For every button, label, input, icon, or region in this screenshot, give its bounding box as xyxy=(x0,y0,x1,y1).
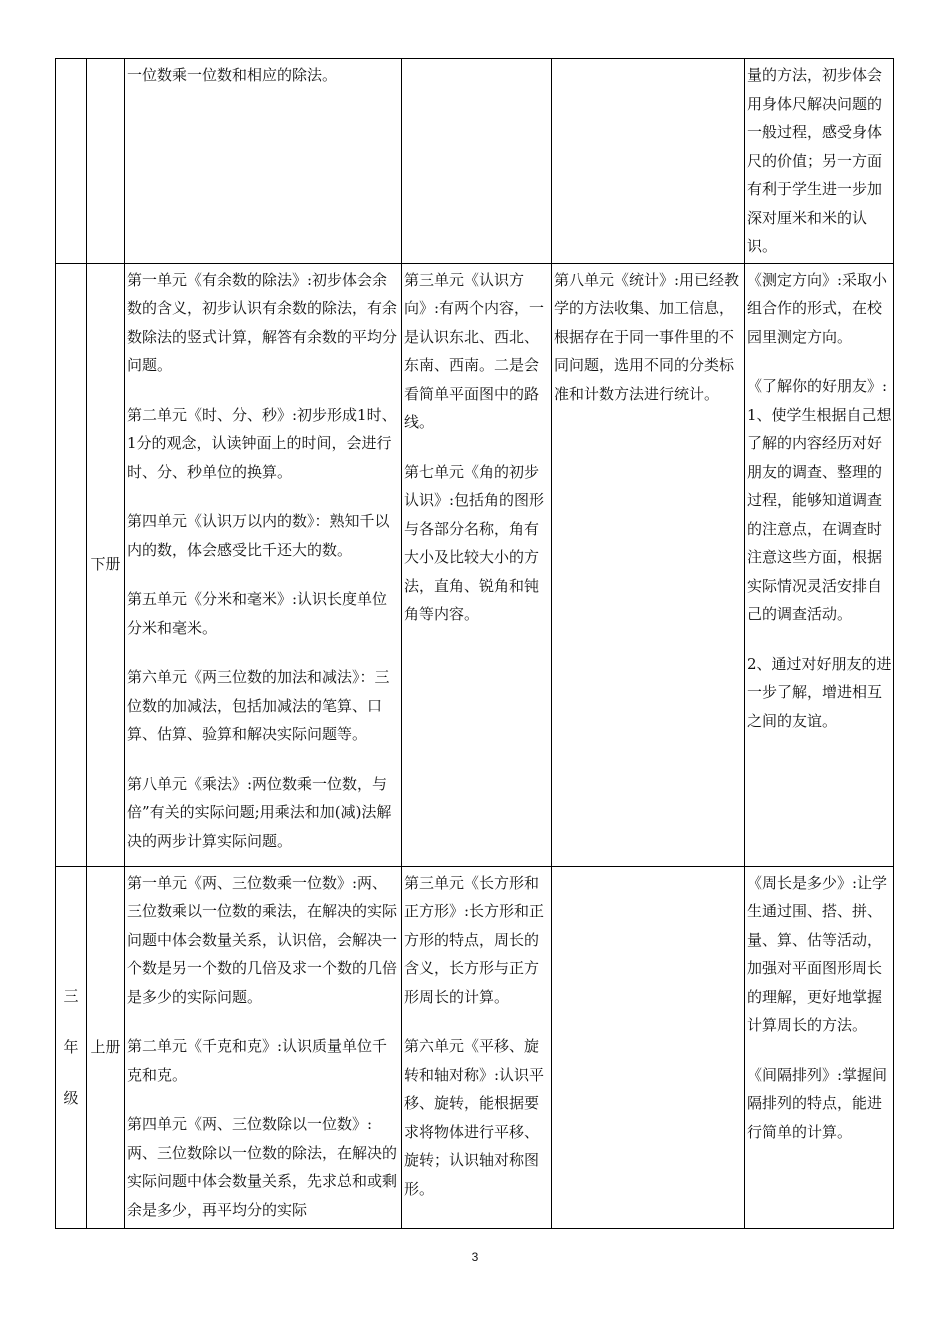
unit-text: 一位数乘一位数和相应的除法。 xyxy=(127,66,338,84)
unit-text: 第四单元《两、三位数除以一位数》:两、三位数除以一位数的除法，在解决的实际问题中体会数量关系，先求总和或剩余是多少，再平均分的实际 xyxy=(127,1115,398,1219)
grade-cell xyxy=(56,866,87,1228)
activity-text: 《间隔排列》:掌握间隔排列的特点，能进行简单的计算。 xyxy=(747,1065,888,1141)
table-row xyxy=(56,59,894,264)
grade-char: 年 xyxy=(63,1037,79,1056)
unit-text: 第五单元《分米和毫米》:认识长度单位分米和毫米。 xyxy=(127,590,388,637)
unit-text: 第八单元《统计》:用已经教学的方法收集、加工信息，根据存在于同一事件里的不同问题，选用不同的分类标准和计数方法进行统计。 xyxy=(554,270,740,403)
unit-text: 第四单元《认识万以内的数》：熟知千以内的数，体会感受比千还大的数。 xyxy=(127,512,390,559)
unit-text: 第六单元《两三位数的加法和减法》：三位数的加减法，包括加减法的笔算、口算、估算、验算和解决实际问题等。 xyxy=(127,668,390,743)
page-number: 3 xyxy=(471,1250,479,1264)
unit-text: 第二单元《时、分、秒》:初步形成1时、1分的观念，认读钟面上的时间，会进行时、分、秒单位的换算。 xyxy=(127,405,397,481)
volume-cell xyxy=(87,59,125,264)
geometry-cell xyxy=(402,263,552,866)
volume-cell: 上册 xyxy=(87,866,125,1228)
activity-text: 《测定方向》:采取小组合作的形式，在校园里测定方向。 xyxy=(747,270,888,346)
grade-char: 级 xyxy=(63,1088,79,1107)
unit-text: 第八单元《乘法》:两位数乘一位数，与倍”有关的实际问题;用乘法和加(减)法解决的两步计算实际问题。 xyxy=(127,774,392,850)
numbers-cell xyxy=(125,59,402,264)
curriculum-table xyxy=(55,58,894,1229)
unit-text: 第七单元《角的初步认识》:包括角的图形与各部分名称，角有大小及比较大小的方法，直角、锐角和钝角等内容。 xyxy=(404,462,545,623)
unit-text: 第三单元《长方形和正方形》:长方形和正方形的特点，周长的含义，长方形与正方形周长的计算。 xyxy=(404,873,545,1006)
geometry-cell xyxy=(402,866,552,1228)
grade-char: 三 xyxy=(63,986,79,1005)
statistics-cell xyxy=(552,59,745,264)
unit-text: 第一单元《两、三位数乘一位数》:两、三位数乘以一位数的乘法，在解决的实际问题中体会数量关系，认识倍，会解决一个数是另一个数的几倍及求一个数的几倍是多少的实际问题。 xyxy=(127,873,398,1006)
table-row xyxy=(56,866,894,1228)
practice-cell xyxy=(745,866,894,1228)
activity-text: 量的方法，初步体会用身体尺解决问题的一般过程，感受身体尺的价值；另一方面有利于学生进一步加深对厘米和米的认识。 xyxy=(747,66,883,255)
unit-text: 第六单元《平移、旋转和轴对称》:认识平移、旋转，能根据要求将物体进行平移、旋转；认识轴对称图形。 xyxy=(404,1037,545,1198)
activity-text: 《周长是多少》:让学生通过围、搭、拼、量、算、估等活动，加强对平面图形周长的理解，更好地掌握计算周长的方法。 xyxy=(747,873,888,1034)
unit-text: 第三单元《认识方向》:有两个内容，一是认识东北、西北、东南、西南。二是会看简单平面图中的路线。 xyxy=(404,270,545,431)
unit-text: 第一单元《有余数的除法》:初步体会余数的含义，初步认识有余数的除法，有余数除法的竖式计算，解答有余数的平均分问题。 xyxy=(127,270,398,374)
practice-cell xyxy=(745,59,894,264)
grade-cell xyxy=(56,263,87,866)
practice-cell xyxy=(745,263,894,866)
unit-text: 第二单元《千克和克》:认识质量单位千克和克。 xyxy=(127,1037,388,1084)
statistics-cell xyxy=(552,866,745,1228)
numbers-cell xyxy=(125,263,402,866)
activity-text: 《了解你的好朋友》:1、使学生根据自己想了解的内容经历对好朋友的调查、整理的过程，能够知道调查的注意点，在调查时注意这些方面，根据实际情况灵活安排自己的调查活动。 xyxy=(747,377,892,623)
table-row xyxy=(56,263,894,866)
volume-cell: 下册 xyxy=(87,263,125,866)
numbers-cell xyxy=(125,866,402,1228)
activity-text: 2、通过对好朋友的进一步了解，增进相互之间的友谊。 xyxy=(747,654,892,730)
geometry-cell xyxy=(402,59,552,264)
statistics-cell xyxy=(552,263,745,866)
grade-cell xyxy=(56,59,87,264)
